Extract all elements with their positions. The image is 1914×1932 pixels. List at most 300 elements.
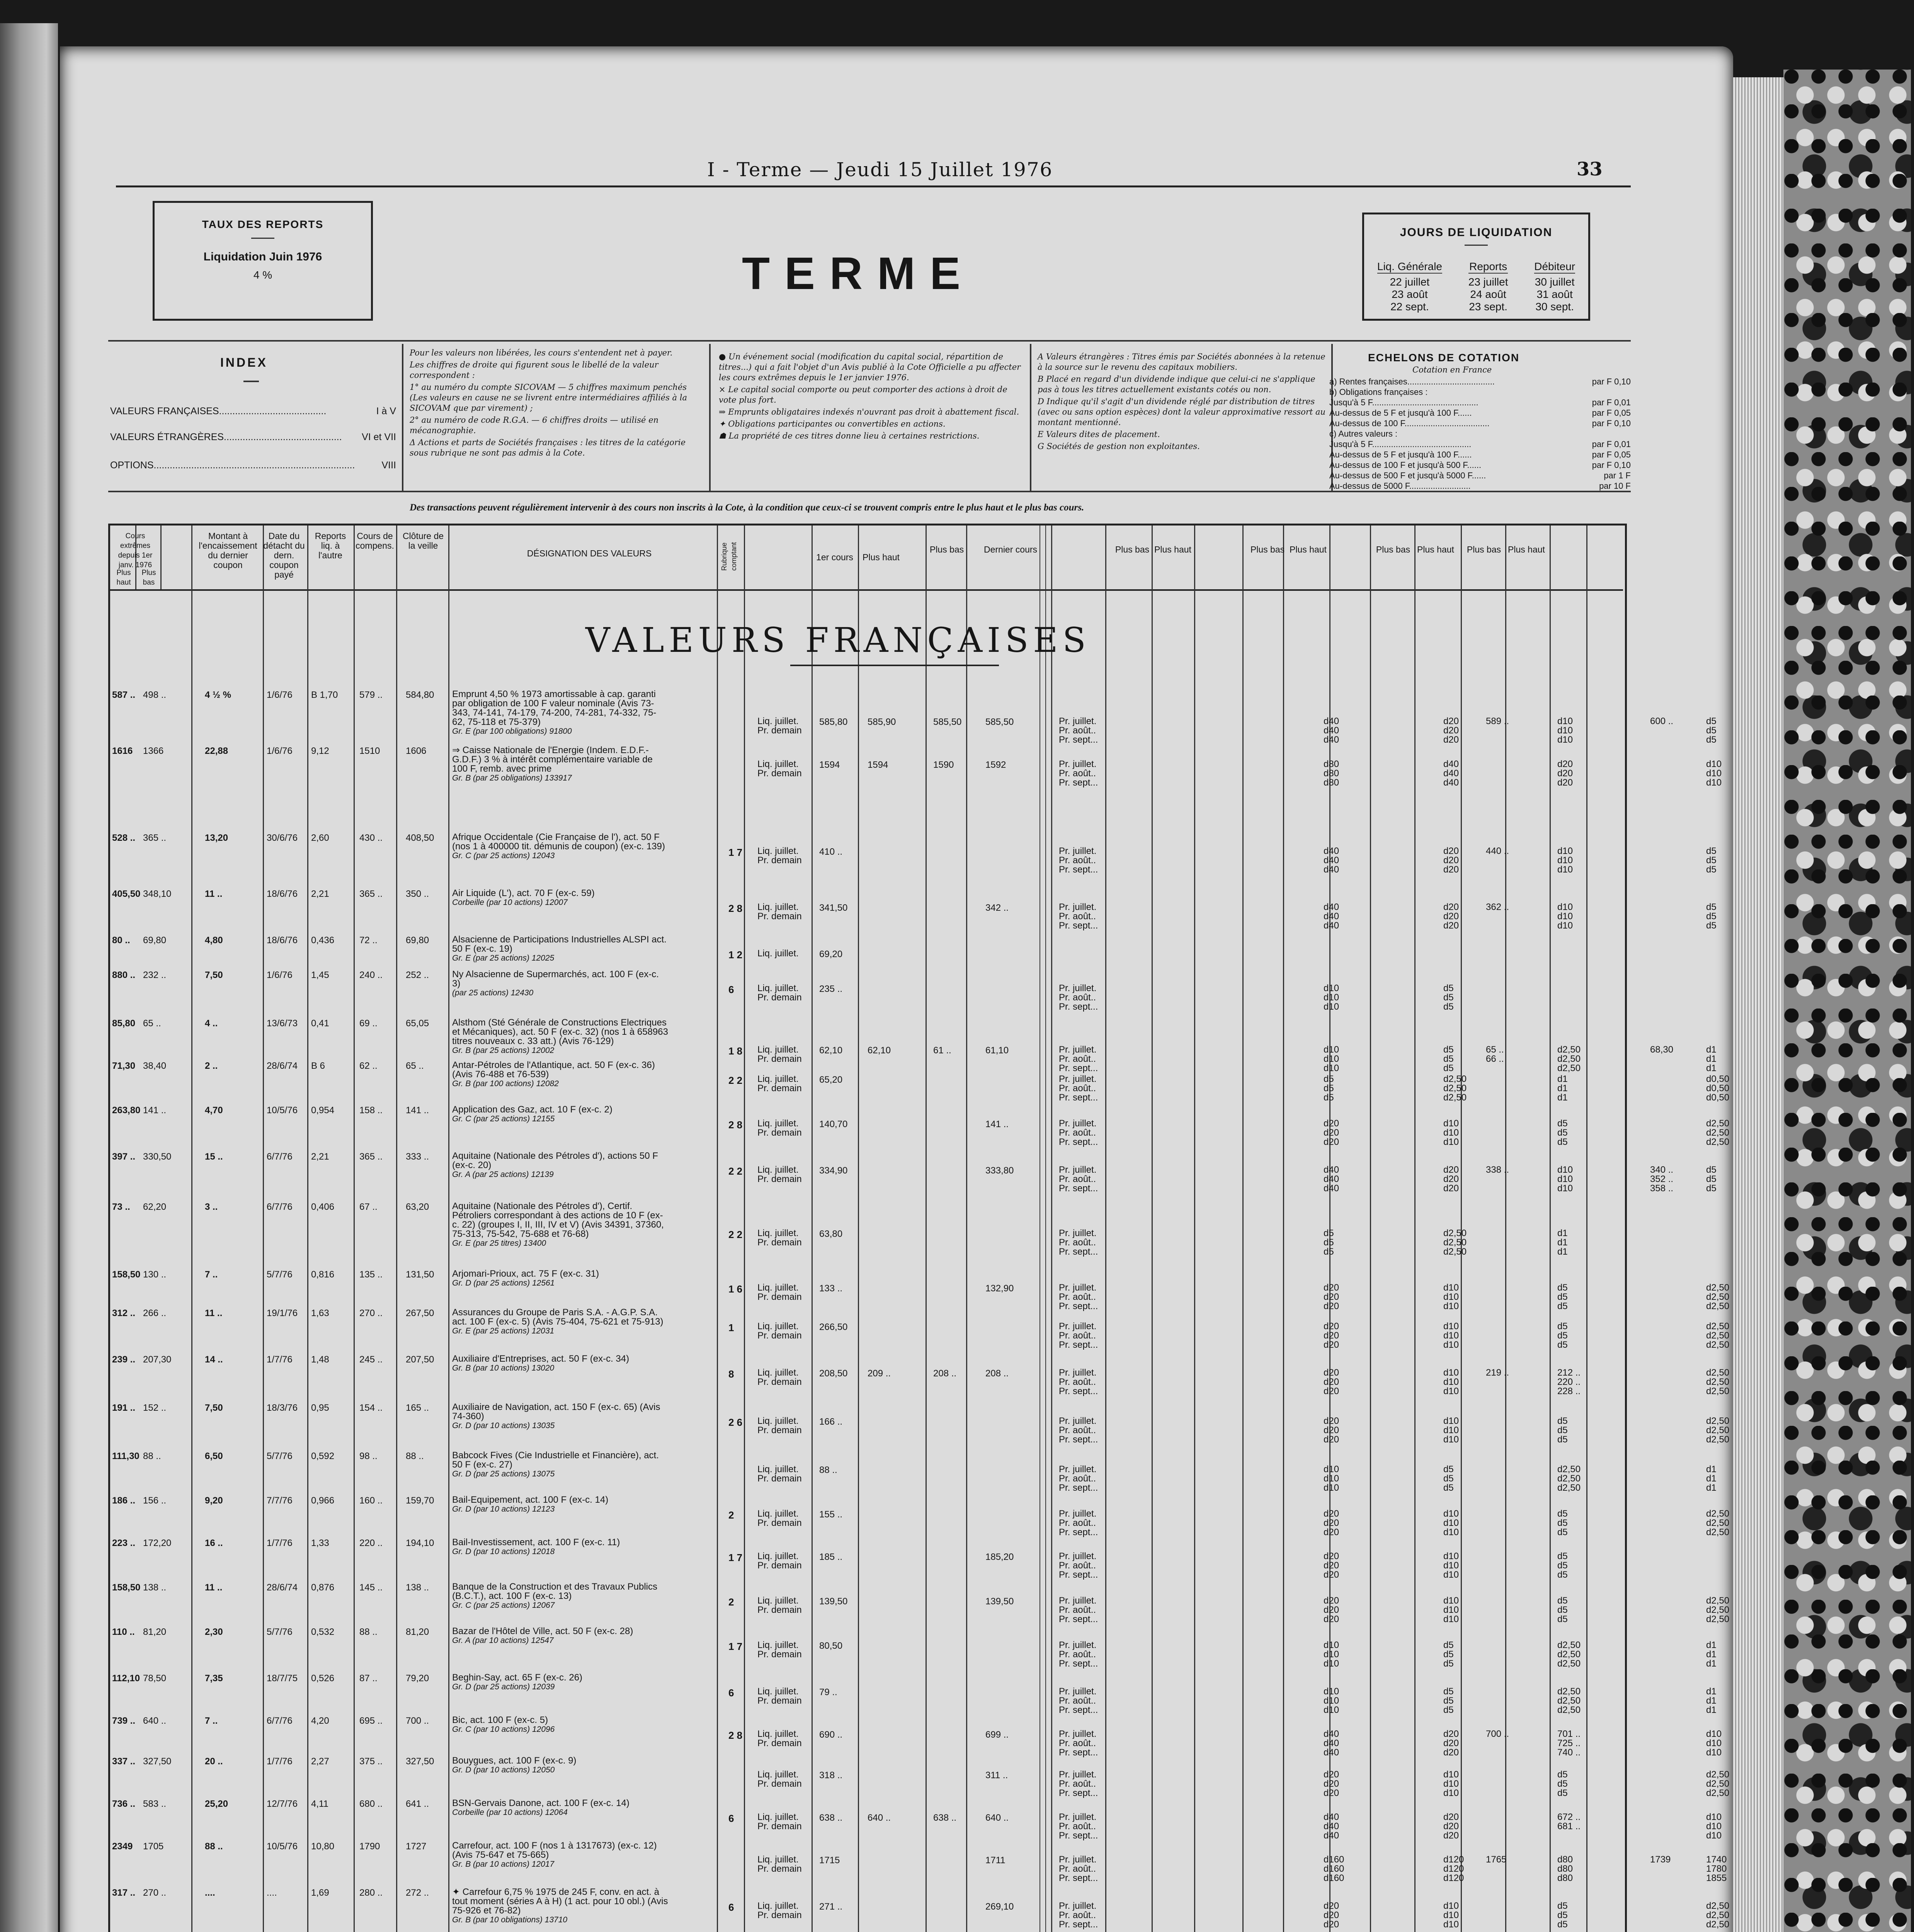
liquidation-line: Pr. demain <box>757 1779 802 1789</box>
table-row <box>110 1887 1730 1930</box>
cell-option-value <box>1443 1596 1459 1624</box>
cell-rubrique: 6 <box>728 1901 734 1913</box>
option-line: d5 <box>1557 1788 1568 1798</box>
option-line: d80 <box>1324 777 1339 788</box>
prime-line: Pr. juillet. <box>1059 1854 1097 1865</box>
prime-line: Pr. sept... <box>1059 1183 1098 1194</box>
cell-option-value <box>1443 717 1459 745</box>
cell-option-value <box>1706 760 1722 787</box>
option-line: 740 .. <box>1557 1747 1581 1758</box>
option-line: 338 .. <box>1486 1165 1509 1175</box>
cell-option-value <box>1557 1322 1568 1350</box>
option-line: d2,50 <box>1706 1118 1730 1129</box>
echelon-label: Au-dessus de 5 F et jusqu'à 100 F...... <box>1329 450 1472 459</box>
cell-option-value <box>1486 1855 1506 1864</box>
designation-text: Alsthom (Sté Générale de Constructions Electriques et Mécaniques), act. 50 F (ex-c. 32) (nos 1 à 658963 titres nouveaux c. 33 att.) (Avis 76-129) <box>452 1017 668 1046</box>
cell-primes <box>1059 1417 1098 1444</box>
option-line: d2,50 <box>1443 1228 1467 1238</box>
option-line: d5 <box>1557 1509 1568 1519</box>
cell-liquidation <box>757 1322 802 1340</box>
cell-option-value <box>1443 1075 1467 1102</box>
designation-text: Carrefour, act. 100 F (nos 1 à 1317673) (ex-c. 12) (Avis 75-647 et 75-665) <box>452 1840 657 1860</box>
cell-primes <box>1059 903 1098 930</box>
cell-option-value <box>1557 1165 1573 1193</box>
cell-plus-bas: 232 .. <box>143 970 167 980</box>
liquidation-line: Liq. juillet. <box>757 716 799 726</box>
option-line: d10 <box>1324 1649 1339 1660</box>
option-line: d40 <box>1324 855 1339 866</box>
cell-designation <box>452 1151 669 1179</box>
option-line: d5 <box>1443 1686 1454 1697</box>
cell-plus-bas: 81,20 <box>143 1627 167 1637</box>
option-line: d20 <box>1443 1747 1459 1758</box>
option-line: d5 <box>1706 725 1717 736</box>
cell-cloture: 65 .. <box>406 1061 424 1071</box>
cell-option-value <box>1557 1075 1568 1102</box>
cell-primes <box>1059 1596 1098 1624</box>
designation-group: Gr. D (par 25 actions) 12039 <box>452 1682 555 1691</box>
option-line: d10 <box>1324 1044 1339 1055</box>
cell-liquidation <box>757 1770 802 1789</box>
cell-option-value <box>1443 1283 1459 1311</box>
cell-option-value <box>1650 1165 1673 1193</box>
cell-rubrique: 2 2 <box>728 1165 743 1177</box>
option-line: d10 <box>1324 1054 1339 1064</box>
cell-premier-cours: 62,10 <box>819 1045 843 1056</box>
prime-line: Pr. juillet. <box>1059 1729 1097 1739</box>
cell-liquidation <box>757 1075 802 1093</box>
cell-premier-cours: 133 .. <box>819 1283 843 1294</box>
liquidation-line: Pr. demain <box>757 855 802 866</box>
cell-dernier-cours: 208 .. <box>985 1368 1009 1379</box>
cell-plus-haut: 2349 <box>112 1841 133 1852</box>
cell-option-value <box>1706 1045 1717 1073</box>
table-row <box>110 1354 1730 1397</box>
cell-designation <box>452 1061 669 1088</box>
designation-text: Beghin-Say, act. 65 F (ex-c. 26) <box>452 1672 583 1683</box>
echelon-label: Au-dessus de 100 F.................................... <box>1329 418 1490 428</box>
cell-plus-bas: 78,50 <box>143 1673 167 1684</box>
table-row <box>110 1402 1730 1445</box>
cell-montant: 4 ½ % <box>205 690 231 700</box>
option-line: 672 .. <box>1557 1812 1581 1822</box>
liquidation-line: Liq. juillet. <box>757 1595 799 1606</box>
prime-line: Pr. août.. <box>1059 1518 1096 1528</box>
cell-compens: 62 .. <box>359 1061 378 1071</box>
option-line: d5 <box>1557 1551 1568 1561</box>
option-line: d10 <box>1443 1301 1459 1311</box>
cell-compens: 69 .. <box>359 1018 378 1029</box>
option-line: d0,50 <box>1706 1092 1730 1103</box>
cell-primes <box>1059 847 1098 874</box>
cell-date: .... <box>267 1888 277 1898</box>
cell-rubrique: 8 <box>728 1368 734 1380</box>
option-line: d1 <box>1557 1237 1568 1248</box>
echelon-line <box>1329 429 1631 439</box>
index-entry <box>110 406 396 417</box>
option-line: d40 <box>1324 1812 1339 1822</box>
liquidation-line: Liq. juillet. <box>757 1769 799 1780</box>
cell-date: 13/6/73 <box>267 1018 298 1029</box>
option-line: d5 <box>1706 1174 1717 1184</box>
option-line: d20 <box>1324 1377 1339 1387</box>
cell-premier-cours: 80,50 <box>819 1641 843 1651</box>
cell-option-value <box>1706 1509 1729 1537</box>
option-line: d10 <box>1443 1282 1459 1293</box>
cell-option-value <box>1706 1417 1729 1444</box>
cell-primes <box>1059 1465 1098 1493</box>
echelon-line <box>1329 387 1631 397</box>
option-line: d5 <box>1557 1570 1568 1580</box>
echelon-value: par 1 F <box>1604 471 1631 480</box>
option-line: d20 <box>1443 1183 1459 1194</box>
option-line: d1 <box>1706 1658 1717 1669</box>
cell-plus-bas: 138 .. <box>143 1582 167 1593</box>
cell-primes <box>1059 1687 1098 1715</box>
cell-option-value <box>1486 1730 1509 1739</box>
cell-plus-haut: 111,30 <box>112 1451 140 1461</box>
option-line: d5 <box>1706 716 1717 726</box>
prime-line: Pr. juillet. <box>1059 1118 1097 1129</box>
option-line: 220 .. <box>1557 1377 1581 1387</box>
cell-plus-haut: 312 .. <box>112 1308 136 1318</box>
cell-option-value <box>1557 1283 1568 1311</box>
running-head: I - Terme — Jeudi 15 Juillet 1976 <box>707 158 1053 181</box>
cell-premier-cours: 208,50 <box>819 1368 848 1379</box>
liquidation-line: Liq. juillet. <box>757 1729 799 1739</box>
cell-plus-bas: 141 .. <box>143 1105 167 1116</box>
designation-text: Afrique Occidentale (Cie Française de l'), act. 50 F (nos 1 à 400000 tit. démunis de coupon) (ex-c. 139) <box>452 832 665 852</box>
cell-montant: 16 .. <box>205 1538 223 1548</box>
cell-premier-cours: 271 .. <box>819 1901 843 1912</box>
cell-compens: 98 .. <box>359 1451 378 1461</box>
liquidation-line: Liq. juillet. <box>757 1854 799 1865</box>
option-line: d10 <box>1706 777 1722 788</box>
echelon-line <box>1329 439 1631 449</box>
cell-plus-haut-jour: 62,10 <box>868 1045 891 1056</box>
option-line: d2,50 <box>1706 1321 1730 1332</box>
option-line: 65 .. <box>1486 1044 1504 1055</box>
cell-primes <box>1059 1229 1098 1257</box>
cell-cloture: 1727 <box>406 1841 427 1852</box>
echelon-value: par F 0,05 <box>1592 408 1631 418</box>
cell-cloture: 159,70 <box>406 1495 434 1506</box>
echelon-label: b) Obligations françaises : <box>1329 387 1428 397</box>
cell-premier-cours: 235 .. <box>819 984 843 994</box>
echelon-label: Au-dessus de 100 F et jusqu'à 500 F...... <box>1329 460 1482 470</box>
prime-line: Pr. sept... <box>1059 1919 1098 1930</box>
table-row <box>110 1755 1730 1799</box>
cell-option-value <box>1324 1552 1339 1580</box>
option-line: d10 <box>1443 1137 1459 1147</box>
prime-line: Pr. sept... <box>1059 1570 1098 1580</box>
cell-option-value <box>1557 1368 1581 1396</box>
prime-line: Pr. août.. <box>1059 1910 1096 1920</box>
cell-montant: 7,50 <box>205 1403 223 1413</box>
option-line: d10 <box>1324 1483 1339 1493</box>
cell-option-value <box>1443 1552 1459 1580</box>
option-line: d1 <box>1706 1649 1717 1660</box>
cell-plus-haut: 337 .. <box>112 1756 136 1767</box>
header-option: Plus bas <box>1115 544 1150 554</box>
liquidation-line: Pr. demain <box>757 1425 802 1435</box>
cell-option-value <box>1557 1119 1568 1147</box>
option-line: d10 <box>1324 1473 1339 1484</box>
table-row <box>110 1151 1717 1194</box>
prime-line: Pr. juillet. <box>1059 1044 1097 1055</box>
designation-text: Bail-Equipement, act. 100 F (ex-c. 14) <box>452 1495 609 1505</box>
cell-reports: 4,11 <box>311 1799 328 1809</box>
cell-date: 5/7/76 <box>267 1451 293 1461</box>
option-line: d5 <box>1443 1063 1454 1073</box>
echelon-value: par F 0,10 <box>1592 418 1631 428</box>
option-line: d10 <box>1557 1183 1573 1194</box>
cell-option-value <box>1324 1687 1339 1715</box>
divider <box>1465 245 1488 246</box>
option-line: d2,50 <box>1706 1527 1730 1537</box>
option-line: d20 <box>1443 864 1459 875</box>
cell-premier-cours: 638 .. <box>819 1813 843 1823</box>
option-line: d1 <box>1706 1044 1717 1055</box>
option-line: d20 <box>1324 1527 1339 1537</box>
option-line: d5 <box>1706 846 1717 856</box>
cell-option-value <box>1706 1322 1729 1350</box>
option-line: d20 <box>1324 1605 1339 1615</box>
cell-option-value <box>1443 1641 1454 1668</box>
option-line: d10 <box>1443 1518 1459 1528</box>
prime-line: Pr. août.. <box>1059 1605 1096 1615</box>
cell-primes <box>1059 717 1098 745</box>
liquidation-line: Pr. demain <box>757 1738 802 1748</box>
cell-compens: 579 .. <box>359 690 383 700</box>
option-line: d40 <box>1324 920 1339 931</box>
liquidation-title: JOURS DE LIQUIDATION <box>1400 226 1553 239</box>
option-line: d5 <box>1557 1901 1568 1911</box>
option-line: d5 <box>1557 1560 1568 1571</box>
echelon-label: Au-dessus de 5 F et jusqu'à 100 F...... <box>1329 408 1472 418</box>
cell-plus-bas: 1705 <box>143 1841 164 1852</box>
cell-montant: 7,35 <box>205 1673 223 1684</box>
designation-group: Gr. B (par 10 actions) 13020 <box>452 1364 555 1372</box>
cell-plus-bas: 156 .. <box>143 1495 167 1506</box>
prime-line: Pr. août.. <box>1059 1696 1096 1706</box>
option-line: d1 <box>1557 1092 1568 1103</box>
cell-reports: 0,95 <box>311 1403 329 1413</box>
cell-rubrique: 1 7 <box>728 1641 743 1652</box>
cell-plus-haut: 223 .. <box>112 1538 136 1548</box>
liquidation-columns <box>1364 260 1588 313</box>
cell-designation <box>452 833 669 861</box>
cell-liquidation <box>757 903 802 921</box>
liquidation-line: Pr. demain <box>757 768 802 779</box>
cell-cloture: 141 .. <box>406 1105 429 1116</box>
designation-group: Gr. E (par 25 actions) 12031 <box>452 1327 555 1335</box>
option-line: 219 .. <box>1486 1367 1509 1378</box>
cell-option-value <box>1557 1813 1581 1831</box>
option-line: d5 <box>1557 1527 1568 1537</box>
option-line: d2,50 <box>1557 1473 1581 1484</box>
cell-option-value <box>1324 1730 1339 1757</box>
cell-plus-bas-jour: 585,50 <box>933 717 962 727</box>
header-cours-extremes: Cours extrêmes depuis 1er janv. 1976 <box>118 532 153 569</box>
cell-date: 30/6/76 <box>267 833 298 843</box>
cell-compens: 1510 <box>359 746 380 756</box>
option-line: d20 <box>1443 846 1459 856</box>
option-line: d20 <box>1443 1738 1459 1748</box>
cell-cloture: 408,50 <box>406 833 434 843</box>
cell-date: 6/7/76 <box>267 1202 293 1212</box>
cell-rubrique: 6 <box>728 1687 734 1699</box>
cell-montant: 7,50 <box>205 970 223 980</box>
prime-line: Pr. août.. <box>1059 1821 1096 1832</box>
prime-line: Pr. août.. <box>1059 1083 1096 1094</box>
cell-option-value <box>1324 1229 1334 1257</box>
cell-compens: 365 .. <box>359 1151 383 1162</box>
cell-cloture: 63,20 <box>406 1202 429 1212</box>
option-line: d10 <box>1557 716 1573 726</box>
liquidation-line: Liq. juillet. <box>757 983 799 993</box>
table-row <box>110 832 1717 875</box>
prime-line: Pr. sept... <box>1059 1788 1098 1798</box>
table-row <box>110 1840 1727 1884</box>
cell-liquidation <box>757 1596 802 1615</box>
header-designation: DÉSIGNATION DES VALEURS <box>527 548 652 558</box>
prime-line: Pr. sept... <box>1059 1063 1098 1073</box>
option-line: d20 <box>1324 1425 1339 1435</box>
designation-text: Air Liquide (L'), act. 70 F (ex-c. 59) <box>452 888 595 898</box>
table-row <box>110 1307 1730 1350</box>
option-line: d2,50 <box>1706 1386 1730 1396</box>
option-line: d20 <box>1324 1367 1339 1378</box>
option-line: d5 <box>1324 1083 1334 1094</box>
cell-plus-haut: 263,80 <box>112 1105 141 1116</box>
option-line: d2,50 <box>1706 1910 1730 1920</box>
table-row <box>110 970 1623 1012</box>
legend-bottom-rule <box>108 491 1631 492</box>
prime-line: Pr. juillet. <box>1059 716 1097 726</box>
cell-montant: 6,50 <box>205 1451 223 1461</box>
option-line: d5 <box>1557 1301 1568 1311</box>
option-line: d20 <box>1324 1910 1339 1920</box>
echelon-value: par F 0,01 <box>1592 398 1631 407</box>
liquidation-line: Liq. juillet. <box>757 902 799 912</box>
prime-line: Pr. août.. <box>1059 1864 1096 1874</box>
liquidation-line: Pr. demain <box>757 1864 802 1874</box>
cell-dernier-cours: 1592 <box>985 760 1006 770</box>
cell-option-value <box>1557 717 1573 745</box>
cell-rubrique: 6 <box>728 1813 734 1824</box>
option-line: 68,30 <box>1650 1044 1674 1055</box>
option-line: d2,50 <box>1557 1483 1581 1493</box>
cell-reports: 0,41 <box>311 1018 329 1029</box>
cell-rubrique: 2 2 <box>728 1075 743 1086</box>
option-line: 358 .. <box>1650 1183 1674 1194</box>
prime-line: Pr. juillet. <box>1059 846 1097 856</box>
cell-plus-bas: 88 .. <box>143 1451 161 1461</box>
option-line: d10 <box>1443 1910 1459 1920</box>
cell-primes <box>1059 1641 1098 1668</box>
header-plus-bas-2: Plus bas <box>929 544 964 554</box>
cell-option-value <box>1650 717 1673 726</box>
cell-montant: 2,30 <box>205 1627 223 1637</box>
designation-text: Aquitaine (Nationale des Pétroles d'), actions 50 F (ex-c. 20) <box>452 1151 658 1170</box>
option-line: d5 <box>1557 1416 1568 1426</box>
designation-group: Gr. E (par 100 obligations) 91800 <box>452 727 572 736</box>
option-line: 1740 <box>1706 1854 1727 1865</box>
echelon-label: a) Rentes françaises..................................... <box>1329 377 1495 386</box>
cell-cloture: 79,20 <box>406 1673 429 1684</box>
cell-rubrique: 2 2 <box>728 1229 743 1240</box>
option-line: d20 <box>1443 920 1459 931</box>
option-line: d10 <box>1443 1560 1459 1571</box>
cell-rubrique: 6 <box>728 984 734 995</box>
cell-date: 18/7/75 <box>267 1673 298 1684</box>
designation-text: Bic, act. 100 F (ex-c. 5) <box>452 1715 548 1725</box>
cell-primes <box>1059 1368 1098 1396</box>
cell-rubrique: 1 6 <box>728 1283 743 1295</box>
option-line: d2,50 <box>1557 1696 1581 1706</box>
cell-option-value <box>1557 1552 1568 1580</box>
cell-primes <box>1059 1770 1098 1798</box>
cell-compens: 240 .. <box>359 970 383 980</box>
cell-plus-bas: 1366 <box>143 746 164 756</box>
prime-line: Pr. août.. <box>1059 992 1096 1003</box>
designation-group: Gr. B (par 10 actions) 12017 <box>452 1860 555 1869</box>
cell-plus-bas-jour: 1590 <box>933 760 954 770</box>
cell-option-value <box>1443 1730 1459 1757</box>
option-line: d20 <box>1443 902 1459 912</box>
cell-designation <box>452 1756 669 1775</box>
liquidation-line: Pr. demain <box>757 1174 802 1184</box>
cell-dernier-cours: 185,20 <box>985 1552 1014 1562</box>
option-line: d5 <box>1443 1705 1454 1715</box>
option-line: d120 <box>1443 1864 1464 1874</box>
table-row <box>110 1495 1730 1538</box>
option-line: d2,50 <box>1706 1605 1730 1615</box>
cell-reports: 9,12 <box>311 746 329 756</box>
option-line: d5 <box>1324 1237 1334 1248</box>
cell-date: 6/7/76 <box>267 1716 293 1726</box>
cell-rubrique: 1 7 <box>728 1552 743 1563</box>
option-line: 1765 <box>1486 1854 1507 1865</box>
option-line: 212 .. <box>1557 1367 1581 1378</box>
liquidation-date: 24 août <box>1470 288 1506 300</box>
prime-line: Pr. juillet. <box>1059 1321 1097 1332</box>
option-line: d40 <box>1324 716 1339 726</box>
legend-item: ☗ La propriété de ces titres donne lieu à certaines restrictions. <box>719 431 980 440</box>
prime-line: Pr. août.. <box>1059 1292 1096 1302</box>
cell-reports: 0,816 <box>311 1269 335 1280</box>
cell-cloture: 88 .. <box>406 1451 424 1461</box>
option-line: d40 <box>1324 1830 1339 1841</box>
echelon-label: Au-dessus de 500 F et jusqu'à 5000 F...... <box>1329 471 1486 480</box>
option-line: d5 <box>1443 1649 1454 1660</box>
option-line: d5 <box>1443 1658 1454 1669</box>
cell-option-value <box>1486 1368 1509 1378</box>
echelons-title: ECHELONS DE COTATION <box>1368 352 1520 364</box>
cell-compens: 154 .. <box>359 1403 383 1413</box>
prime-line: Pr. sept... <box>1059 1247 1098 1257</box>
liquidation-line: Liq. juillet. <box>757 1074 799 1084</box>
option-line: d40 <box>1443 777 1459 788</box>
prime-line: Pr. juillet. <box>1059 1464 1097 1475</box>
option-line: d10 <box>1706 759 1722 769</box>
cell-plus-bas-jour: 208 .. <box>933 1368 957 1379</box>
cell-dernier-cours: 342 .. <box>985 903 1009 913</box>
echelon-label: Jusqu'à 5 F.......................................... <box>1329 439 1472 449</box>
prime-line: Pr. sept... <box>1059 1434 1098 1445</box>
designation-group: Gr. A (par 10 actions) 12547 <box>452 1636 554 1645</box>
